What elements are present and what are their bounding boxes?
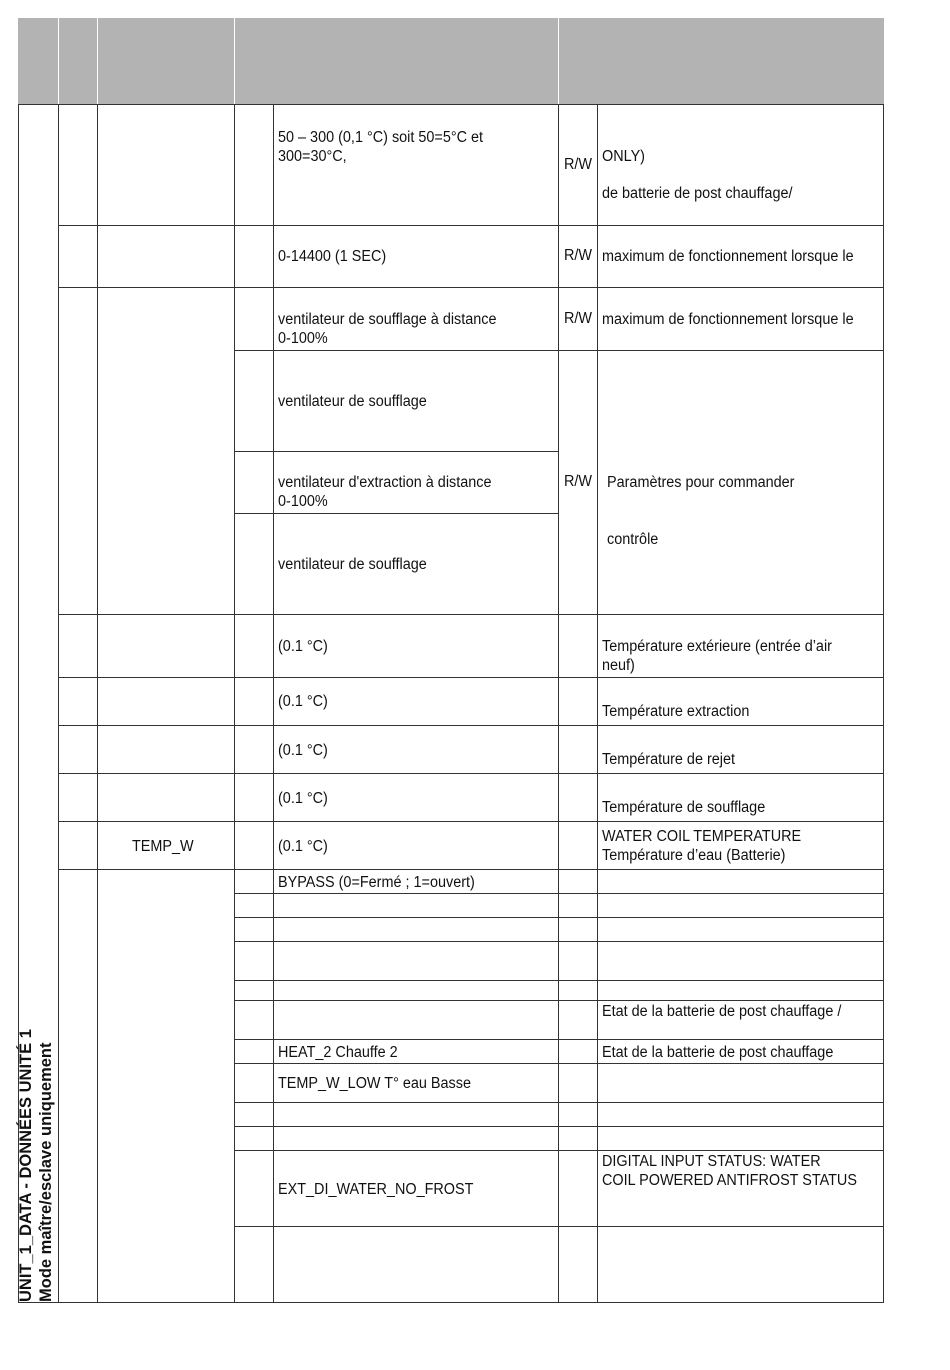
row-line [234, 1150, 884, 1151]
header-cell-1 [18, 18, 58, 104]
range-cell: ventilateur de soufflage à distance 0-100% [278, 311, 497, 347]
range-cell: BYPASS (0=Fermé ; 1=ouvert) [278, 874, 475, 891]
row-line [234, 350, 884, 351]
range-cell: (0.1 °C) [278, 838, 328, 855]
range-cell: (0.1 °C) [278, 790, 328, 807]
row-line [58, 287, 884, 288]
side-label [16, 542, 56, 1302]
row-line [234, 917, 884, 918]
row-line [58, 821, 884, 822]
row-line [58, 725, 884, 726]
access-cell: R/W [563, 247, 593, 264]
header-cell-4 [235, 18, 558, 104]
name-cell: TEMP_W [132, 838, 194, 855]
col-line [558, 104, 559, 1302]
header-cell-5 [559, 18, 884, 104]
row-line [234, 1063, 884, 1064]
col-line [234, 104, 235, 1302]
range-cell: (0.1 °C) [278, 638, 328, 655]
access-cell: R/W [563, 156, 593, 173]
description-cell: Température de rejet [602, 751, 736, 768]
table-body-frame [18, 104, 884, 1303]
description-cell: DIGITAL INPUT STATUS: WATER COIL POWERED ANTIFROST STATUS [602, 1153, 857, 1189]
row-line [58, 677, 884, 678]
description-cell: Etat de la batterie de post chauffage [602, 1044, 834, 1061]
col-line [597, 104, 598, 1302]
row-line [234, 451, 558, 452]
col-line [97, 104, 98, 1302]
range-cell: 0-14400 (1 SEC) [278, 248, 387, 265]
description-cell: contrôle [607, 531, 659, 548]
row-line [234, 980, 884, 981]
side-label-line1: UNIT_1_DATA - DONNÉES UNITÉ 1 [17, 1029, 35, 1302]
row-line [234, 941, 884, 942]
range-cell: (0.1 °C) [278, 693, 328, 710]
row-line [58, 773, 884, 774]
range-cell: ventilateur de soufflage [278, 393, 427, 410]
range-cell: TEMP_W_LOW T° eau Basse [278, 1075, 471, 1092]
col-line [273, 104, 274, 1302]
description-cell: ONLY) [602, 148, 645, 165]
row-line [58, 869, 884, 870]
merged-cell-patch [598, 514, 883, 614]
header-cell-2 [59, 18, 97, 104]
header-cell-3 [98, 18, 234, 104]
merged-cell-patch [559, 514, 597, 614]
description-cell: Température extraction [602, 703, 750, 720]
row-line [234, 1039, 884, 1040]
range-cell: 50 – 300 (0,1 °C) soit 50=5°C et 300=30°C, [278, 129, 484, 165]
description-cell: de batterie de post chauffage/ [602, 185, 793, 202]
range-cell: HEAT_2 Chauffe 2 [278, 1044, 398, 1061]
description-cell: Température extérieure (entrée d’air neuf) [602, 638, 832, 674]
range-cell: ventilateur de soufflage [278, 556, 427, 573]
range-cell: EXT_DI_WATER_NO_FROST [278, 1181, 474, 1198]
access-cell: R/W [563, 310, 593, 327]
description-cell: Température de soufflage [602, 799, 766, 816]
row-line [58, 614, 884, 615]
row-line [234, 1126, 884, 1127]
range-cell: ventilateur d'extraction à distance 0-100% [278, 474, 492, 510]
row-line [234, 1102, 884, 1103]
access-cell: R/W [563, 473, 593, 490]
description-cell: maximum de fonctionnement lorsque le [602, 311, 854, 328]
row-line [234, 513, 558, 514]
col-line [58, 104, 59, 1302]
description-cell: Paramètres pour commander [607, 474, 795, 491]
description-cell: maximum de fonctionnement lorsque le [602, 248, 854, 265]
row-line [234, 893, 884, 894]
row-line [234, 1226, 884, 1227]
row-line [234, 1000, 884, 1001]
description-cell: WATER COIL TEMPERATURE Température d’eau (Batterie) [602, 828, 802, 864]
description-cell: Etat de la batterie de post chauffage / [602, 1003, 842, 1020]
row-line [58, 225, 884, 226]
side-label-line2: Mode maître/esclave uniquement [37, 1042, 55, 1302]
range-cell: (0.1 °C) [278, 742, 328, 759]
